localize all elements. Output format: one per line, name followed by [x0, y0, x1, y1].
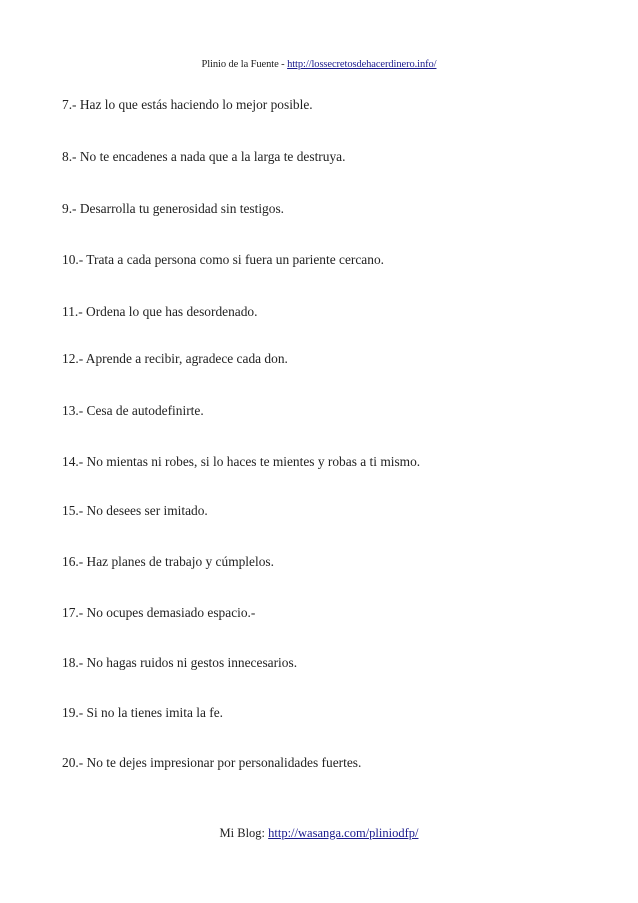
list-item: 19.- Si no la tienes imita la fe. — [62, 705, 224, 720]
list-item: 10.- Trata a cada persona como si fuera un pariente cercano. — [62, 252, 384, 267]
list-item: 18.- No hagas ruidos ni gestos innecesarios. — [62, 655, 298, 670]
list-item: 9.- Desarrolla tu generosidad sin testigos. — [62, 201, 285, 216]
list-item: 12.- Aprende a recibir, agradece cada don. — [62, 351, 288, 366]
header-author: Plinio de la Fuente - — [201, 59, 288, 70]
list-item: 17.- No ocupes demasiado espacio.- — [62, 605, 256, 620]
list-item: 20.- No te dejes impresionar por personalidades fuertes. — [62, 755, 362, 770]
footer-label: Mi Blog: — [219, 826, 269, 840]
list-item: 11.- Ordena lo que has desordenado. — [62, 304, 258, 319]
header-link[interactable]: http://lossecretosdehacerdinero.info/ — [287, 59, 437, 70]
list-item: 13.- Cesa de autodefinirte. — [62, 403, 204, 418]
list-item: 16.- Haz planes de trabajo y cúmplelos. — [62, 554, 274, 569]
footer-blog-link[interactable]: http://wasanga.com/pliniodfp/ — [268, 826, 419, 840]
list-item: 14.- No mientas ni robes, si lo haces te mientes y robas a ti mismo. — [62, 454, 421, 469]
list-item: 15.- No desees ser imitado. — [62, 503, 208, 518]
list-item: 7.- Haz lo que estás haciendo lo mejor posible. — [62, 97, 313, 112]
list-item: 8.- No te encadenes a nada que a la larga te destruya. — [62, 149, 346, 164]
page-footer — [0, 826, 638, 841]
